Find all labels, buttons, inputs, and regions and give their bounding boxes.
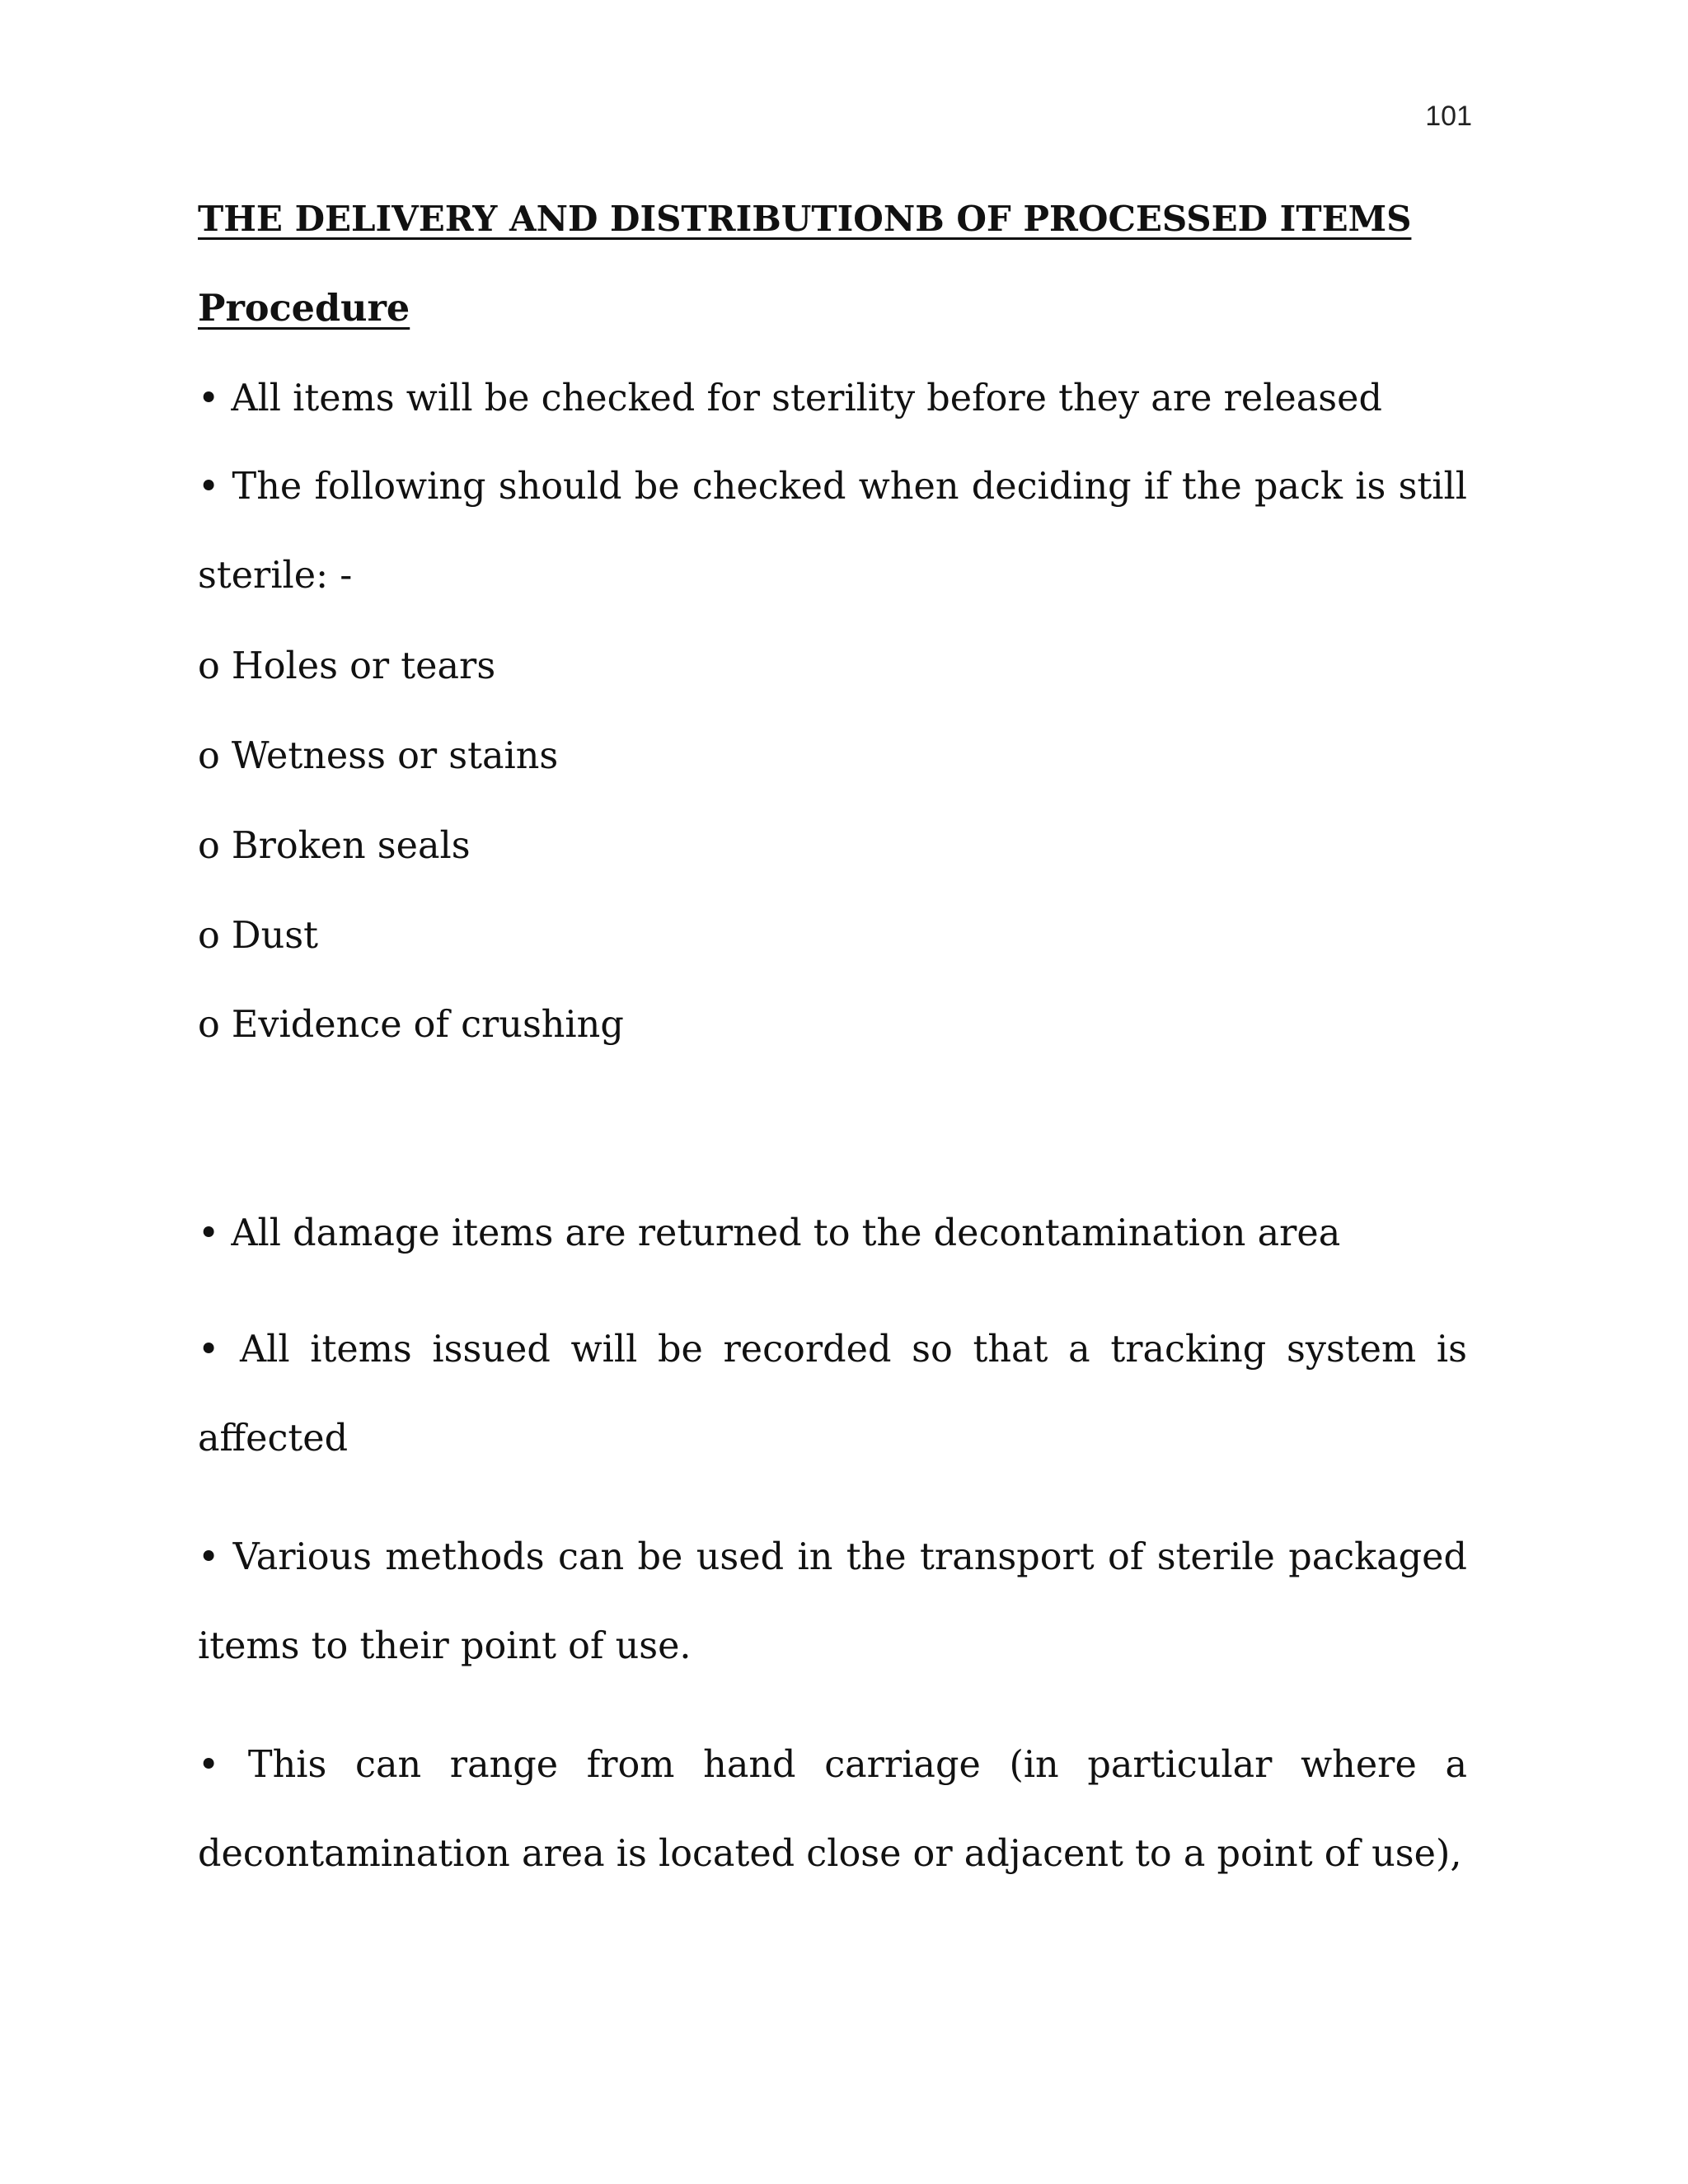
paragraph: • All damage items are returned to the decontamination area: [198, 1212, 1341, 1254]
checklist-item: o Holes or tears: [198, 645, 496, 687]
section-heading: Procedure: [198, 287, 410, 330]
checklist-item: o Broken seals: [198, 825, 471, 867]
paragraph: • All items issued will be recorded so that a tracking system is affected: [198, 1329, 1467, 1460]
page-number: 101: [1425, 101, 1472, 132]
paragraph: • This can range from hand carriage (in particular where a decontamination area is located close or adjacent to a point of use),: [198, 1744, 1467, 1875]
paragraph: • The following should be checked when deciding if the pack is still sterile: -: [198, 466, 1467, 597]
checklist-item: o Evidence of crushing: [198, 1004, 624, 1046]
checklist-item: o Wetness or stains: [198, 735, 559, 777]
document-title: THE DELIVERY AND DISTRIBUTIONB OF PROCESSED ITEMS: [198, 199, 1412, 239]
paragraph: • All items will be checked for sterility before they are released: [198, 377, 1382, 419]
paragraph: • Various methods can be used in the transport of sterile packaged items to their point of use.: [198, 1536, 1467, 1667]
checklist-item: o Dust: [198, 915, 318, 957]
